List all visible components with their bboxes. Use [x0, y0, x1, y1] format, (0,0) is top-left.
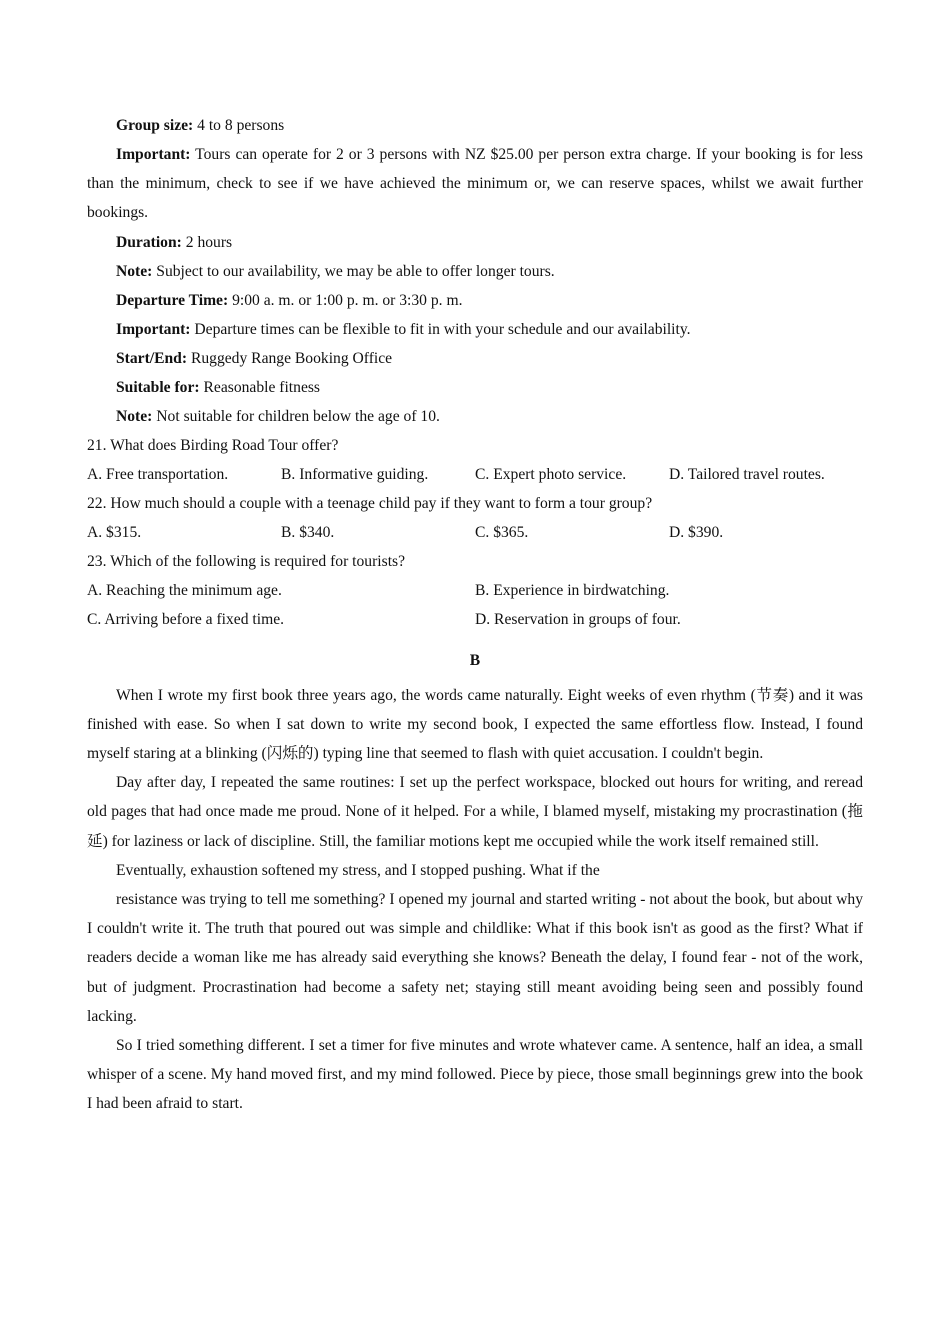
option-a: A. $315. [87, 523, 142, 541]
option-a: A. Reaching the minimum age. [87, 581, 282, 599]
document-page [87, 111, 863, 1119]
question-22-options [87, 518, 863, 547]
info-label: Note: [116, 262, 153, 280]
question-23-stem: 23. Which of the following is required for tourists? [87, 552, 406, 570]
option-b: B. $340. [281, 523, 335, 541]
info-text: Tours can operate for 2 or 3 persons with NZ $25.00 per person extra charge. If your booking is for less than the minimum, check to see if we have achieved the minimum or, we can reserve spaces, whilst we await further bookings. [87, 146, 863, 222]
info-text: Departure times can be flexible to fit in with your schedule and our availability. [190, 320, 691, 338]
info-text: 4 to 8 persons [193, 117, 285, 134]
info-label: Start/End: [116, 349, 188, 367]
info-group-size [87, 111, 863, 140]
info-label: Departure Time: [116, 291, 229, 309]
info-text: Ruggedy Range Booking Office [187, 349, 393, 367]
info-text: 9:00 a. m. or 1:00 p. m. or 3:30 p. m. [228, 291, 463, 309]
question-21-options [87, 460, 863, 489]
section-b-title: B [469, 651, 481, 669]
option-a: A. Free transportation. [87, 465, 229, 483]
option-c: C. Expert photo service. [475, 465, 627, 483]
info-label: Note: [116, 407, 153, 425]
option-d: D. Reservation in groups of four. [475, 610, 681, 628]
info-departure-time [87, 286, 863, 315]
option-b: B. Experience in birdwatching. [475, 581, 670, 599]
passage-paragraph-3: Eventually, exhaustion softened my stress, and I stopped pushing. What if the [116, 861, 600, 879]
info-label: Suitable for: [116, 378, 200, 396]
question-22-stem: 22. How much should a couple with a teenage child pay if they want to form a tour group? [87, 494, 653, 512]
info-label: Group size: [116, 117, 194, 134]
info-suitable-for [87, 373, 863, 402]
question-21-stem: 21. What does Birding Road Tour offer? [87, 436, 339, 454]
info-start-end [87, 344, 863, 373]
info-text: 2 hours [181, 233, 233, 251]
info-note-availability [87, 257, 863, 286]
info-important-departure [87, 315, 863, 344]
info-important-booking [87, 140, 863, 228]
info-text: Reasonable fitness [199, 378, 320, 396]
option-b: B. Informative guiding. [281, 465, 429, 483]
info-text: Subject to our availability, we may be able to offer longer tours. [152, 262, 555, 280]
info-note-age [87, 402, 863, 431]
option-c: C. $365. [475, 523, 529, 541]
info-label: Important: [116, 146, 191, 163]
info-label: Important: [116, 320, 191, 338]
passage-paragraph-5: So I tried something different. I set a timer for five minutes and wrote whatever came. A sentence, half an idea, a small whisper of a scene. My hand moved first, and my mind followed. Piece by piece, those small beginnings grew into the book I had been afraid to start. [87, 1037, 863, 1113]
passage-paragraph-4: resistance was trying to tell me something? I opened my journal and started writing - not about the book, but about why I couldn't write it. The truth that poured out was simple and childlike: What if this book isn't as good as the first? What if readers decide a woman like me has already said everything she knows? Beneath the delay, I found fear - not of the work, but of judgment. Procrastination had become a safety net; staying still meant avoiding being seen and possibly found lacking. [87, 891, 863, 1025]
question-23-options-row-2 [87, 605, 863, 634]
question-23-options-row-1 [87, 576, 863, 605]
info-duration [87, 228, 863, 257]
passage-paragraph-1: When I wrote my first book three years ago, the words came naturally. Eight weeks of even rhythm (节奏) and it was finished with ease. So when I sat down to write my second book, I expected the same effortless flow. Instead, I found myself staring at a blinking (闪烁的) typing line that seemed to flash with quiet accusation. I couldn't begin. [87, 686, 863, 763]
info-label: Duration: [116, 233, 182, 251]
passage-paragraph-2: Day after day, I repeated the same routines: I set up the perfect workspace, blocked out hours for writing, and reread old pages that had once made me proud. None of it helped. For a while, I blamed myself, mistaking my procrastination (拖延) for laziness or lack of discipline. Still, the familiar motions kept me occupied while the work itself remained still. [87, 774, 863, 850]
option-d: D. $390. [669, 523, 724, 541]
info-text: Not suitable for children below the age of 10. [152, 407, 440, 425]
option-d: D. Tailored travel routes. [669, 465, 825, 483]
option-c: C. Arriving before a fixed time. [87, 610, 285, 628]
